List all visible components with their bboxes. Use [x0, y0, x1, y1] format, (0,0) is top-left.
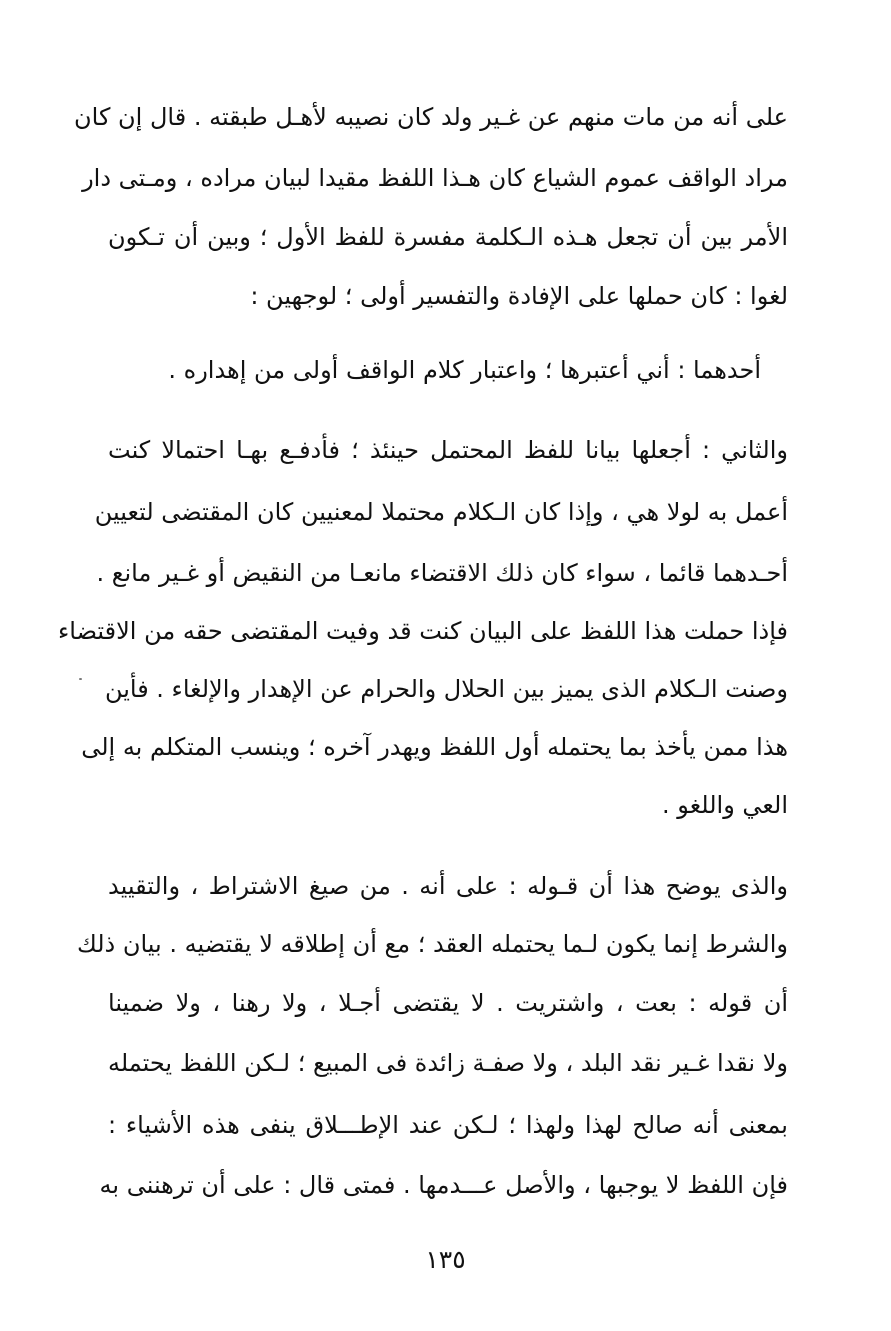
text-line-1: على أنه من مات منهم عن غـير ولد كان نصيبه لأهـل طبقته . قال إن كان: [74, 103, 788, 131]
text-line-13: والذى يوضح هذا أن قـوله : على أنه . من صيغ الاشتراط ، والتقييد: [108, 872, 788, 900]
text-line-18: فإن اللفظ لا يوجبها ، والأصل عـــدمها . فمتى قال : على أن ترهننى به: [99, 1171, 788, 1199]
text-line-8: أحـدهما قائما ، سواء كان ذلك الاقتضاء مانعـا من النقيض أو غـير مانع .: [96, 559, 788, 587]
text-line-2: مراد الواقف عموم الشياع كان هـذا اللفظ مقيدا لبيان مراده ، ومـتى دار: [82, 164, 788, 192]
text-line-7: أعمل به لولا هي ، وإذا كان الـكلام محتملا لمعنيين كان المقتضى لتعيين: [94, 498, 788, 526]
text-line-3: الأمر بين أن تجعل هـذه الـكلمة مفسرة للفظ الأول ؛ وبين أن تـكون: [108, 223, 788, 251]
page-number: ١٣٥: [425, 1245, 466, 1274]
text-line-10: وصنت الـكلام الذى يميز بين الحلال والحرام عن الإهدار والإلغاء . فأين: [104, 675, 788, 703]
text-line-6: والثاني : أجعلها بيانا للفظ المحتمل حينئذ ؛ فأدفـع بهـا احتمالا كنت: [108, 436, 788, 464]
text-line-5: أحدهما : أني أعتبرها ؛ واعتبار كلام الواقف أولى من إهداره .: [168, 356, 761, 384]
text-line-11: هذا ممن يأخذ بما يحتمله أول اللفظ ويهدر آخره ؛ وينسب المتكلم به إلى: [81, 733, 788, 761]
text-line-12: العي واللغو .: [662, 791, 788, 819]
text-line-17: بمعنى أنه صالح لهذا ولهذا ؛ لـكن عند الإطـــلاق ينفى هذه الأشياء :: [108, 1111, 788, 1139]
text-line-16: ولا نقدا غـير نقد البلد ، ولا صفـة زائدة فى المبيع ؛ لـكن اللفظ يحتمله: [107, 1049, 788, 1077]
text-line-4: لغوا : كان حملها على الإفادة والتفسير أولى ؛ لوجهين :: [250, 282, 788, 310]
text-line-14: والشرط إنما يكون لـما يحتمله العقد ؛ مع أن إطلاقه لا يقتضيه . بيان ذلك: [76, 930, 788, 958]
scan-speck: [79, 678, 82, 680]
text-line-15: أن قوله : بعت ، واشتريت . لا يقتضى أجـلا ، ولا رهنا ، ولا ضمينا: [108, 989, 788, 1017]
text-line-9: فإذا حملت هذا اللفظ على البيان كنت قد وفيت المقتضى حقه من الاقتضاء: [57, 617, 788, 645]
